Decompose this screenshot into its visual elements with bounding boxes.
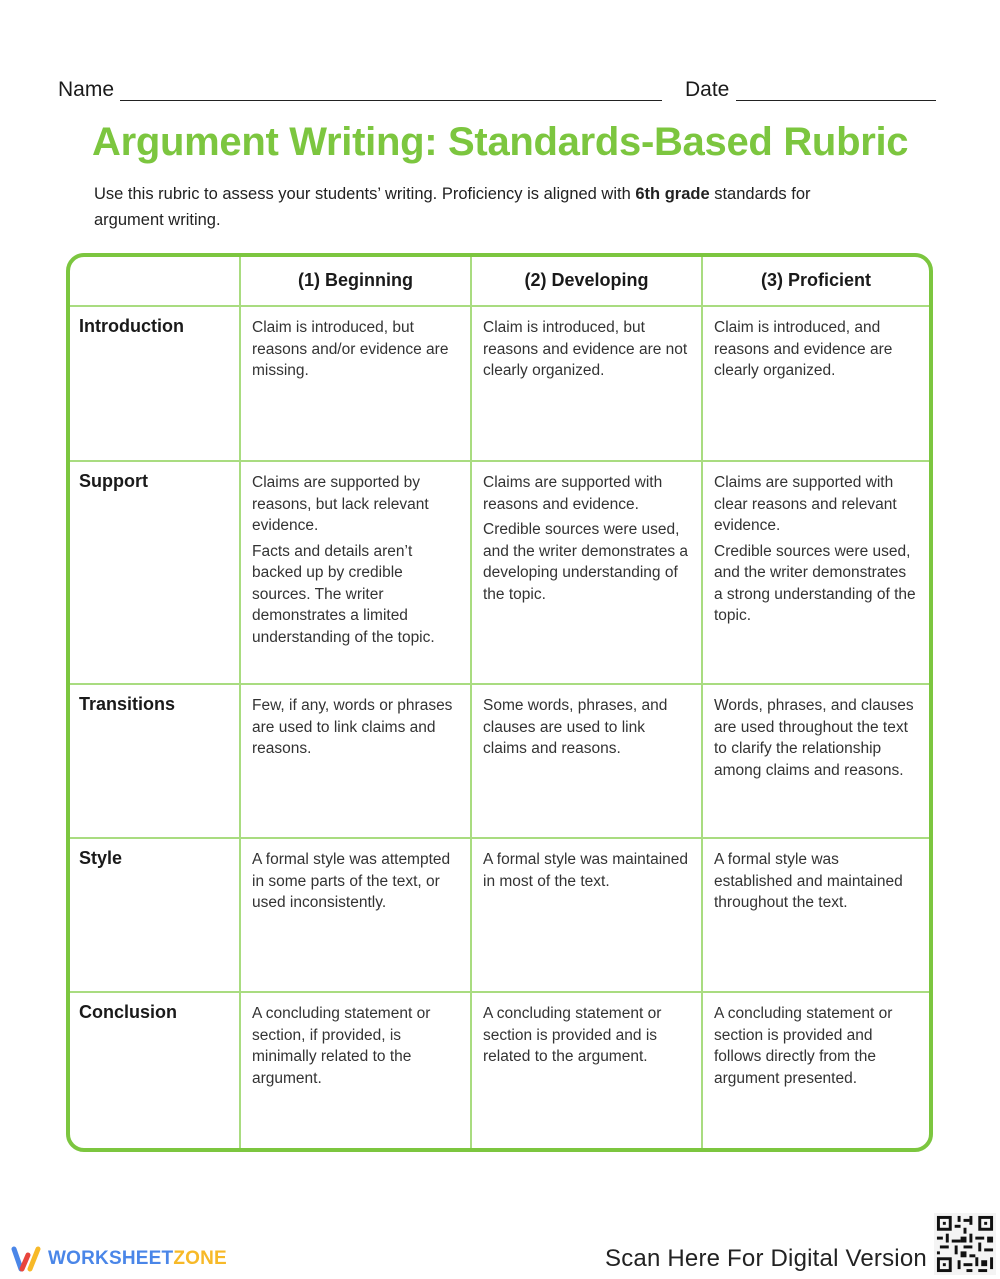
cell-text: A formal style was established and maintained throughout the text. bbox=[714, 851, 903, 911]
intro-text-part: standards for argument writing. bbox=[94, 185, 811, 229]
intro-text bbox=[94, 181, 874, 233]
criterion-introduction: Introduction bbox=[70, 307, 241, 462]
cell-style-developing bbox=[472, 839, 703, 993]
cell-text: Claims are supported with reasons and evidence. bbox=[483, 474, 663, 513]
cell-introduction-beginning bbox=[241, 307, 472, 462]
cell-text: A concluding statement or section is provided and is related to the argument. bbox=[483, 1005, 662, 1065]
cell-support-developing bbox=[472, 462, 703, 685]
cell-text: Facts and details aren’t backed up by credible sources. The writer demonstrates a limited understanding of the topic. bbox=[252, 542, 435, 646]
qr-code-icon[interactable] bbox=[934, 1213, 996, 1275]
cell-introduction-proficient bbox=[703, 307, 929, 462]
intro-text-part: Use this rubric to assess your students’ writing. Proficiency is aligned with bbox=[94, 185, 636, 203]
header-developing: (2) Developing bbox=[472, 257, 703, 307]
cell-text: A concluding statement or section, if provided, is minimally related to the argument. bbox=[252, 1005, 431, 1087]
worksheetzone-logo[interactable] bbox=[10, 1244, 227, 1274]
name-date-row bbox=[58, 76, 938, 106]
cell-style-beginning bbox=[241, 839, 472, 993]
name-field-line[interactable] bbox=[120, 100, 662, 101]
cell-conclusion-developing bbox=[472, 993, 703, 1148]
cell-text: Claim is introduced, and reasons and evidence are clearly organized. bbox=[714, 319, 893, 379]
header-beginning: (1) Beginning bbox=[241, 257, 472, 307]
cell-text: Few, if any, words or phrases are used to link claims and reasons. bbox=[252, 697, 453, 757]
intro-grade-bold: 6th grade bbox=[635, 185, 710, 203]
cell-transitions-beginning bbox=[241, 685, 472, 839]
cell-style-proficient bbox=[703, 839, 929, 993]
cell-text: Claim is introduced, but reasons and/or evidence are missing. bbox=[252, 319, 449, 379]
cell-conclusion-beginning bbox=[241, 993, 472, 1148]
cell-text: A concluding statement or section is provided and follows directly from the argument presented. bbox=[714, 1005, 893, 1087]
cell-introduction-developing bbox=[472, 307, 703, 462]
logo-word-zone: ZONE bbox=[173, 1248, 227, 1269]
criterion-transitions: Transitions bbox=[70, 685, 241, 839]
cell-text: Credible sources were used, and the writer demonstrates a developing understanding of the topic. bbox=[483, 521, 689, 603]
cell-conclusion-proficient bbox=[703, 993, 929, 1148]
cell-transitions-proficient bbox=[703, 685, 929, 839]
cell-text: A formal style was maintained in most of the text. bbox=[483, 851, 689, 890]
worksheetzone-logo-icon bbox=[10, 1245, 44, 1273]
scan-text: Scan Here For Digital Version bbox=[605, 1245, 927, 1272]
cell-text: Claims are supported by reasons, but lack relevant evidence. bbox=[252, 474, 429, 534]
cell-support-beginning bbox=[241, 462, 472, 685]
criterion-conclusion: Conclusion bbox=[70, 993, 241, 1148]
logo-word-worksheet: WORKSHEET bbox=[48, 1248, 174, 1269]
cell-text: Claim is introduced, but reasons and evidence are not clearly organized. bbox=[483, 319, 688, 379]
page-title: Argument Writing: Standards-Based Rubric bbox=[92, 120, 909, 164]
cell-transitions-developing bbox=[472, 685, 703, 839]
cell-text: Credible sources were used, and the writer demonstrates a strong understanding of the topic. bbox=[714, 542, 916, 624]
criterion-style: Style bbox=[70, 839, 241, 993]
cell-text: Words, phrases, and clauses are used throughout the text to clarify the relationship among claims and reasons. bbox=[714, 697, 914, 779]
date-field-line[interactable] bbox=[736, 100, 936, 101]
criterion-support: Support bbox=[70, 462, 241, 685]
header-proficient: (3) Proficient bbox=[703, 257, 929, 307]
cell-text: Some words, phrases, and clauses are used to link claims and reasons. bbox=[483, 697, 668, 757]
cell-text: A formal style was attempted in some parts of the text, or used inconsistently. bbox=[252, 851, 451, 911]
header-cell-empty bbox=[70, 257, 241, 307]
logo-text bbox=[48, 1248, 227, 1270]
cell-support-proficient bbox=[703, 462, 929, 685]
date-label: Date bbox=[685, 78, 730, 101]
cell-text: Claims are supported with clear reasons and relevant evidence. bbox=[714, 474, 897, 534]
rubric-table bbox=[66, 253, 933, 1152]
name-label: Name bbox=[58, 78, 115, 101]
